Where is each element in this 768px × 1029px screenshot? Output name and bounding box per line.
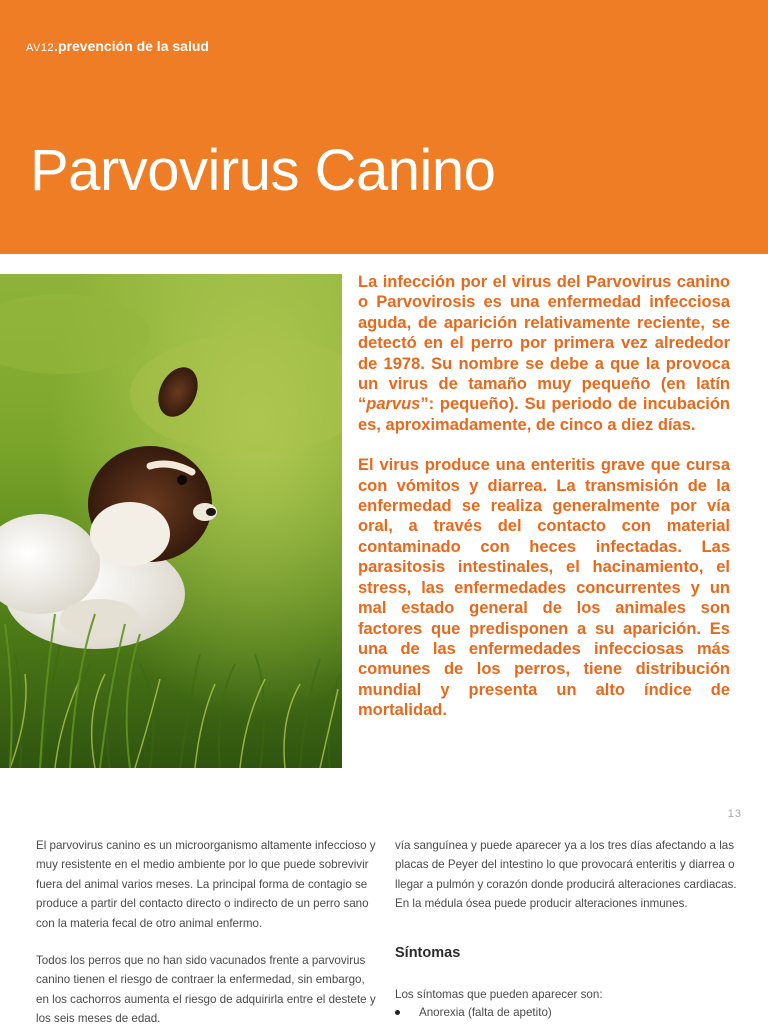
body-column-right: [395, 836, 737, 914]
intro-text: [358, 272, 730, 721]
magazine-logo: AV12: [26, 42, 55, 54]
page-number: 13: [727, 808, 742, 820]
header-banner: [0, 0, 768, 254]
body-column-left: [36, 836, 376, 1029]
symptoms-intro: Los síntomas que pueden aparecer son:: [395, 988, 603, 1001]
symptoms-heading: Síntomas: [395, 945, 461, 961]
section-label: [26, 38, 209, 54]
page-title: Parvovirus Canino: [30, 138, 496, 203]
bullet-icon: [395, 1010, 400, 1015]
intro-paragraph-1: La infección por el virus del Parvovirus canino o Parvovirosis es una enfermedad infecciosa aguda, de aparición relativamente reciente, se detectó en el perro por primera vez alrededor de 1978. Su nombre se debe a que la provoca un virus de tamaño muy pequeño (en latín “parvus”: pequeño). Su periodo de incubación es, aproximadamente, de cinco a diez días.: [358, 273, 730, 434]
list-item: Anorexia (falta de apetito): [395, 1003, 552, 1022]
body-paragraph: vía sanguínea y puede aparecer ya a los tres días afectando a las placas de Peyer del intestino lo que provocará enteritis y diarrea o llegar a pulmón y corazón donde producirá alteraciones cardiacas. En la médula ósea puede producir alteraciones inmunes.: [395, 839, 737, 911]
puppy-on-grass-photo: [0, 274, 342, 768]
body-paragraph: El parvovirus canino es un microorganismo altamente infeccioso y muy resistente en el medio ambiente por lo que puede sobrevivir fuera del animal varios meses. La principal forma de contagio se produce a partir del contacto directo o indirecto de un perro sano con la materia fecal de otro animal enfermo.: [36, 839, 376, 930]
body-paragraph: Todos los perros que no han sido vacunados frente a parvovirus canino tienen el riesgo de contraer la enfermedad, sin embargo, en los cachorros aumenta el riesgo de adquirirla entre el destete y los seis meses de edad.: [36, 954, 376, 1026]
section-name: .prevención de la salud: [54, 38, 209, 54]
intro-paragraph-2: El virus produce una enteritis grave que cursa con vómitos y diarrea. La transmisión de la enfermedad se realiza generalmente por vía oral, a través del contacto con material contaminado con heces infectadas. Las parasitosis intestinales, el hacinamiento, el stress, las enfermedades concurrentes y un mal estado general de los animales son factores que predisponen a su aparición. Es una de las enfermedades infecciosas más comunes de los perros, tiene distribución mundial y presenta un alto índice de mortalidad.: [358, 456, 730, 720]
latin-term: parvus: [366, 395, 421, 414]
symptoms-list: [395, 1003, 552, 1022]
